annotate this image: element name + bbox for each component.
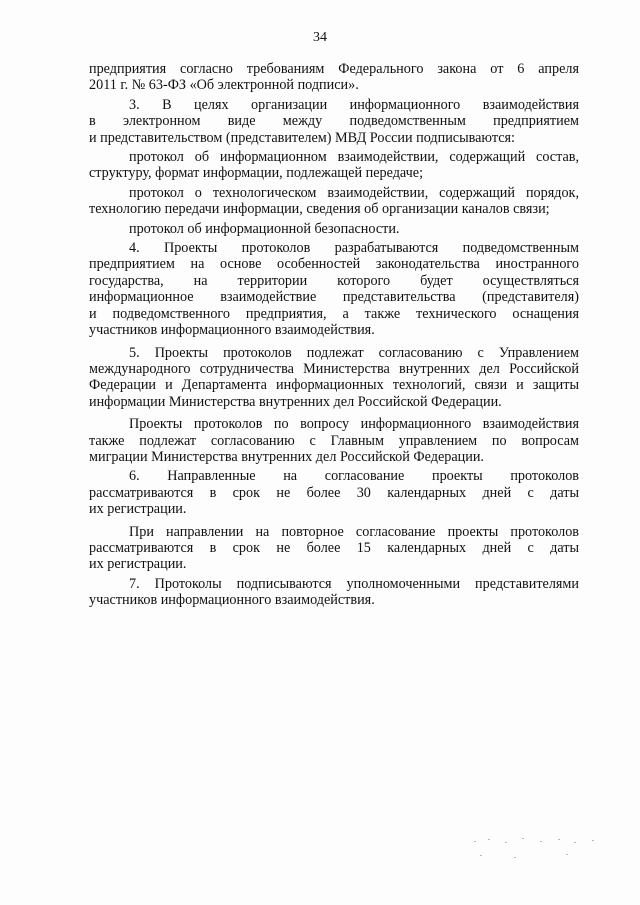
text-line: государства, на территории которого будет осуществляться: [89, 272, 579, 289]
text-line: информации Министерства внутренних дел Российской Федерации.: [89, 393, 502, 410]
text-line: предприятия согласно требованиям Федерального закона от 6 апреля: [89, 61, 579, 77]
text-line: протокол об информационном взаимодействии, содержащий состав,: [129, 149, 579, 166]
paragraph-item-3-protocol-tech: [89, 185, 579, 218]
text-line: 2011 г. № 63-ФЗ «Об электронной подписи».: [89, 77, 359, 94]
paragraph-item-3-protocol-info: [89, 149, 579, 182]
document-body: [89, 61, 579, 609]
text-line: их регистрации.: [89, 501, 187, 518]
text-line: рассматриваются в срок не более 30 календарных дней с даты: [89, 484, 579, 501]
text-line: технологию передачи информации, сведения об организации каналов связи;: [89, 201, 550, 218]
text-line: Проекты протоколов по вопросу информационного взаимодействия: [129, 416, 579, 433]
paragraph-item-3-protocol-security: [89, 221, 579, 237]
paragraph-item-6: [89, 468, 579, 517]
text-line: предприятием на основе особенностей законодательства иностранного: [89, 256, 579, 273]
text-line: участников информационного взаимодействия.: [89, 322, 375, 339]
text-line: 4. Проекты протоколов разрабатываются подведомственным: [129, 240, 579, 257]
text-line: При направлении на повторное согласование проекты протоколов: [129, 523, 579, 540]
paragraph-item-6-repeat: [89, 524, 579, 573]
text-line: их регистрации.: [89, 556, 187, 573]
paragraph-item-5-migration: [89, 416, 579, 465]
text-line: Федерации и Департамента информационных технологий, связи и защиты: [89, 377, 579, 394]
text-line: 3. В целях организации информационного взаимодействия: [129, 96, 579, 113]
text-line: миграции Министерства внутренних дел Российской Федерации.: [89, 448, 484, 465]
text-line: также подлежат согласованию с Главным управлением по вопросам: [89, 432, 579, 449]
text-line: и подведомственного предприятия, а также технического оснащения: [89, 305, 579, 322]
paragraph-intro: [89, 61, 579, 94]
paragraph-item-3: [89, 97, 579, 146]
text-line: 7. Протоколы подписываются уполномоченными представителями: [129, 575, 579, 592]
text-line: международного сотрудничества Министерства внутренних дел Российской: [89, 360, 579, 377]
text-line: в электронном виде между подведомственным предприятием: [89, 113, 579, 130]
scan-noise: [470, 833, 610, 873]
paragraph-item-5: [89, 345, 579, 411]
text-line: протокол о технологическом взаимодействии, содержащий порядок,: [129, 184, 579, 201]
text-line: 6. Направленные на согласование проекты протоколов: [129, 468, 579, 485]
text-line: участников информационного взаимодействия.: [89, 592, 375, 609]
paragraph-item-4: [89, 240, 579, 338]
text-line: протокол об информационной безопасности.: [129, 220, 400, 237]
paragraph-item-7: [89, 576, 579, 609]
text-line: рассматриваются в срок не более 15 календарных дней с даты: [89, 539, 579, 556]
page-number: 34: [313, 30, 327, 45]
text-line: и представительством (представителем) МВД России подписываются:: [89, 129, 515, 146]
text-line: информационное взаимодействие представительства (представителя): [89, 289, 579, 306]
text-line: структуру, формат информации, подлежащей передаче;: [89, 165, 424, 182]
text-line: 5. Проекты протоколов подлежат согласованию с Управлением: [129, 344, 579, 361]
